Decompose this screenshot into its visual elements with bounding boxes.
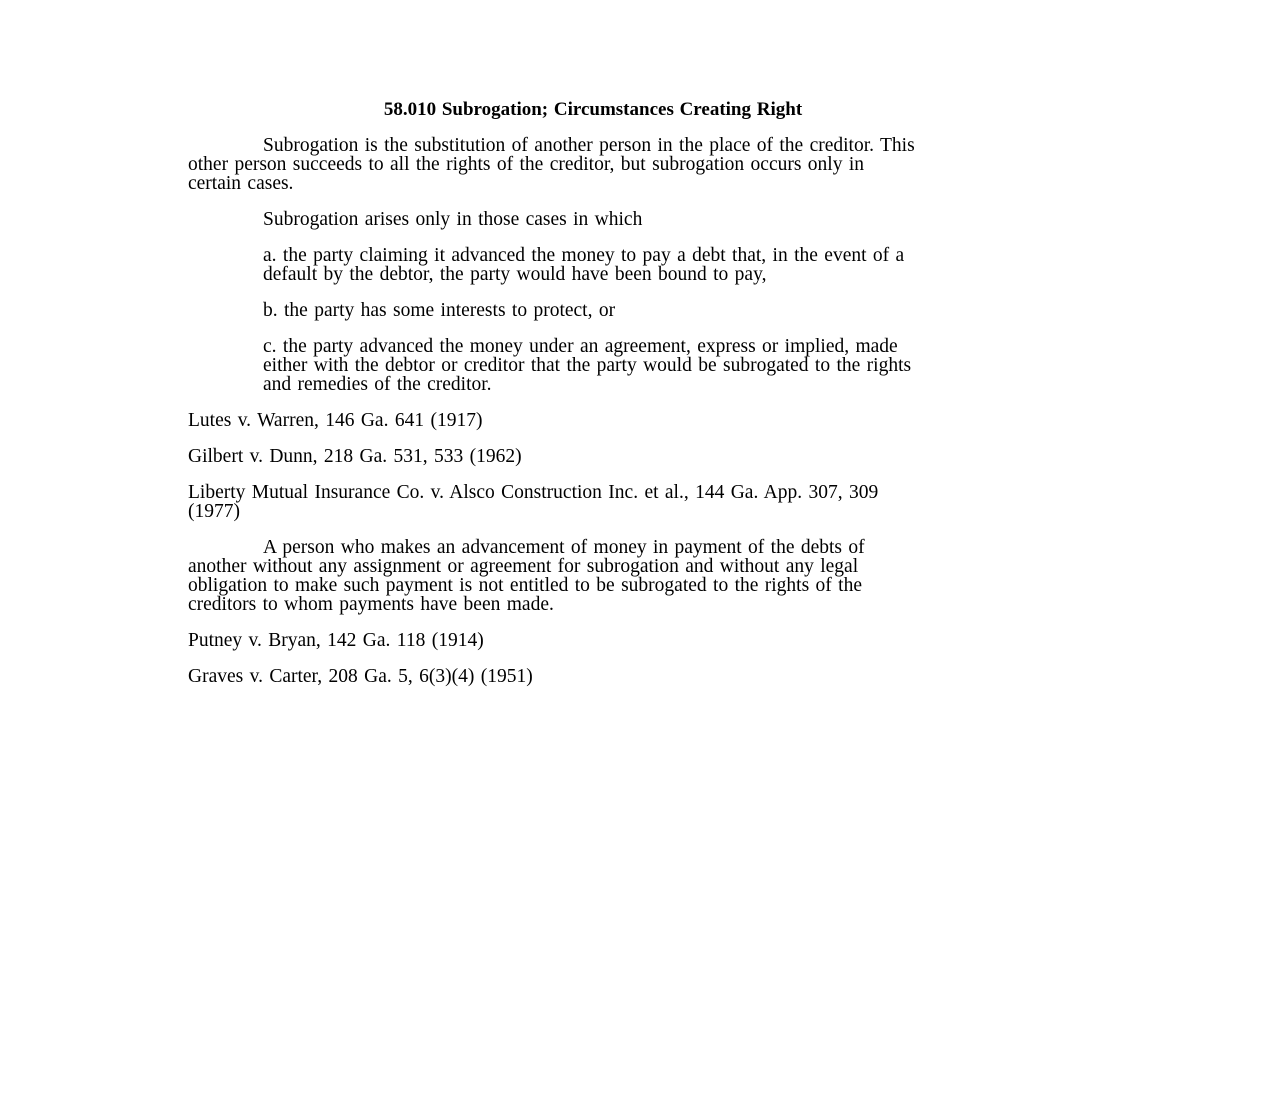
section-title: 58.010 Subrogation; Circumstances Creating Right (383, 99, 803, 120)
text-line: c. the party advanced the money under an agreement, express or implied, made (263, 336, 898, 357)
text-line: default by the debtor, the party would have been bound to pay, (263, 264, 767, 285)
case-citation (188, 631, 1088, 650)
case-citation (188, 447, 1088, 466)
document-body (188, 136, 1088, 686)
case-citation (188, 411, 1088, 430)
text-line: another without any assignment or agreement for subrogation and without any legal (188, 556, 859, 577)
case-citation (188, 483, 1088, 521)
text-line: Gilbert v. Dunn, 218 Ga. 531, 533 (1962) (188, 446, 522, 467)
text-line: Subrogation is the substitution of another person in the place of the creditor. This (263, 135, 915, 156)
paragraph (188, 301, 1088, 320)
text-line: obligation to make such payment is not entitled to be subrogated to the rights of the (188, 575, 862, 596)
text-line: other person succeeds to all the rights of the creditor, but subrogation occurs only in (188, 154, 865, 175)
text-line: a. the party claiming it advanced the money to pay a debt that, in the event of a (263, 245, 905, 266)
document-page (188, 100, 1088, 703)
paragraph (188, 210, 1088, 229)
text-line: either with the debtor or creditor that the party would be subrogated to the rights (263, 355, 912, 376)
text-line: Putney v. Bryan, 142 Ga. 118 (1914) (188, 630, 484, 651)
text-line: (1977) (188, 501, 240, 522)
case-citation (188, 667, 1088, 686)
text-line: certain cases. (188, 173, 294, 194)
text-line: Subrogation arises only in those cases in which (263, 209, 643, 230)
text-line: A person who makes an advancement of money in payment of the debts of (263, 537, 865, 558)
text-line: Liberty Mutual Insurance Co. v. Alsco Construction Inc. et al., 144 Ga. App. 307, 309 (188, 482, 879, 503)
text-line: creditors to whom payments have been made. (188, 594, 554, 615)
text-line: b. the party has some interests to protect, or (263, 300, 616, 321)
paragraph (188, 337, 1088, 394)
paragraph (188, 538, 1088, 614)
paragraph (188, 246, 1088, 284)
text-line: and remedies of the creditor. (263, 374, 492, 395)
paragraph (188, 136, 1088, 193)
text-line: Graves v. Carter, 208 Ga. 5, 6(3)(4) (1951) (188, 666, 533, 687)
text-line: Lutes v. Warren, 146 Ga. 641 (1917) (188, 410, 483, 431)
